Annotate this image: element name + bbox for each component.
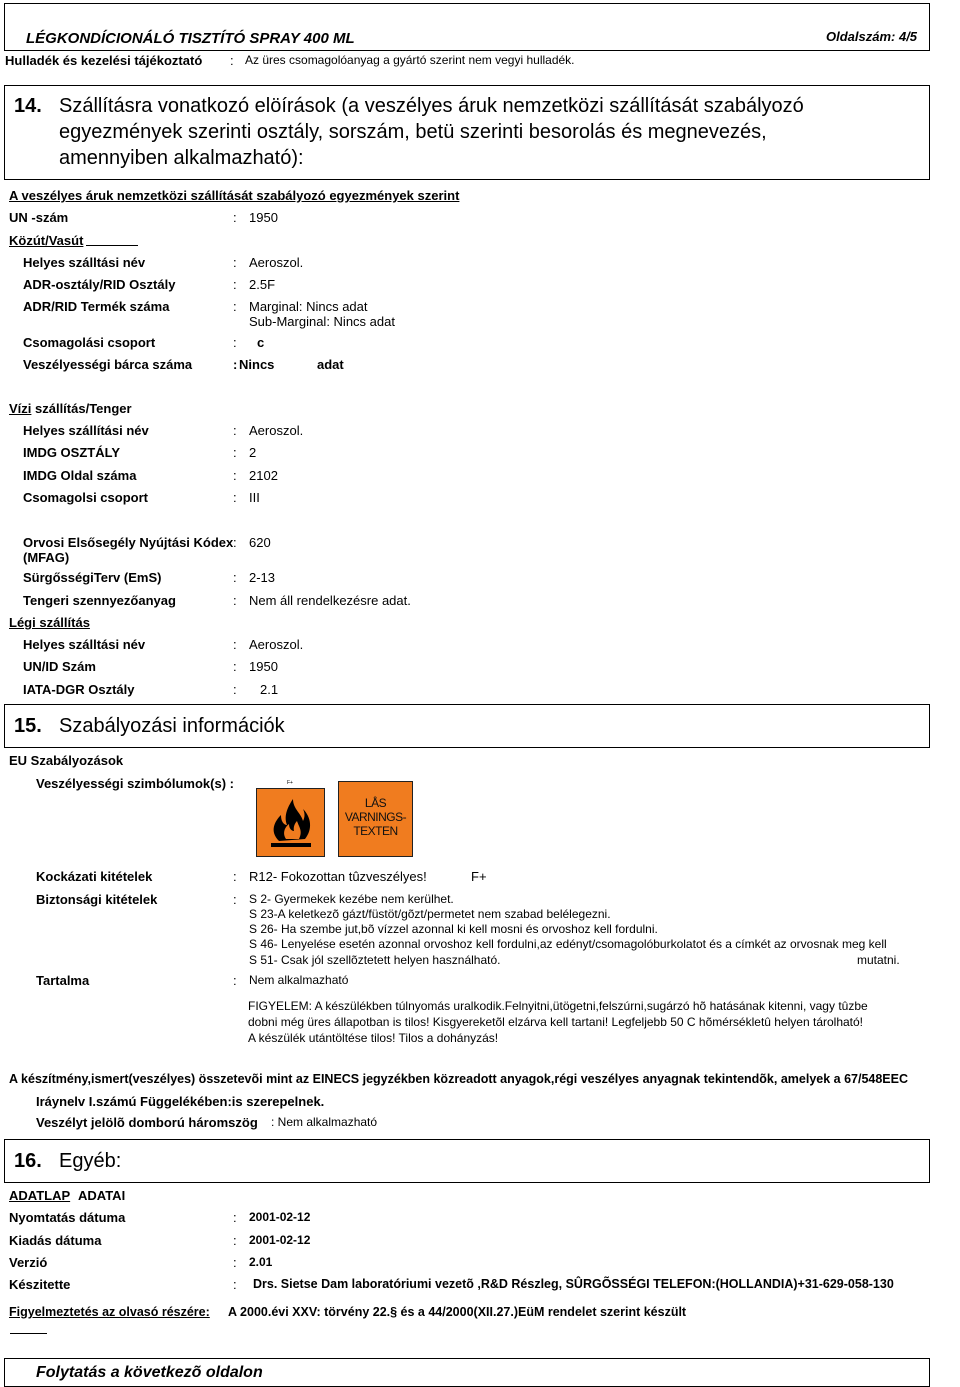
- sea-heading-2: szállítás/Tenger: [35, 401, 132, 416]
- road-rail-heading: Közút/Vasút: [9, 233, 84, 248]
- colon: :: [233, 210, 237, 225]
- section-15-title: Szabályozási információk: [59, 715, 285, 737]
- un-number-value: 1950: [249, 210, 278, 225]
- safety-line-5: S 51- Csak jól szellõztetett helyen használható.: [249, 953, 501, 967]
- section-14-title-line2: egyezmények szerinti osztály, sorszám, betü szerinti besorolás és megnevezés,: [59, 121, 767, 143]
- author-value: Drs. Sietse Dam laboratóriumi vezetõ ,R&D Részleg, SÛRGÕSSÉGI TELEFON:(HOLLANDIA)+31-629-058-130: [253, 1277, 894, 1291]
- sea-pack-value: III: [249, 490, 260, 505]
- colon: :: [233, 1210, 237, 1225]
- colon: :: [233, 423, 237, 438]
- adr-product-value-2: Sub-Marginal: Nincs adat: [249, 314, 395, 329]
- adr-product-label: ADR/RID Termék száma: [23, 299, 170, 314]
- print-date-value: 2001-02-12: [249, 1210, 311, 1224]
- colon: :: [233, 637, 237, 652]
- continue-note: Folytatás a következõ oldalon: [36, 1364, 263, 1381]
- sea-name-value: Aeroszol.: [249, 423, 304, 438]
- colon: :: [233, 973, 237, 988]
- safety-line-1: S 2- Gyermekek kezébe nem kerülhet.: [249, 892, 454, 906]
- colon: :: [233, 277, 237, 292]
- warning-box-line3: TEXTEN: [353, 824, 398, 838]
- safety-label: Biztonsági kitételek: [36, 892, 158, 907]
- waste-value: Az üres csomagolóanyag a gyártó szerint nem vegyi hulladék.: [245, 53, 575, 67]
- print-date-label: Nyomtatás dátuma: [9, 1210, 126, 1225]
- safety-line-2: S 23-A keletkezõ gázt/füstöt/gõzt/permetet nem szabad belélegezni.: [249, 907, 611, 921]
- mfag-label-1: Orvosi Elsősegély Nyújtási Kódex: [23, 535, 234, 550]
- triangle-label: Veszélyt jelölõ domború háromszög: [36, 1115, 258, 1130]
- colon: :: [233, 299, 237, 314]
- road-name-value: Aeroszol.: [249, 255, 304, 270]
- air-heading: Légi szállítás: [9, 615, 90, 630]
- issue-date-value: 2001-02-12: [249, 1233, 311, 1247]
- ems-label: SürgősségiTerv (EmS): [23, 570, 162, 585]
- iata-value: 2.1: [260, 682, 279, 697]
- colon: :: [233, 570, 237, 585]
- warning-box-line1: LÅS: [364, 796, 387, 810]
- safety-line-3: S 26- Ha szembe jut,bõ vízzel azonnal ki kell mosni és orvoshoz kell fordulni.: [249, 922, 658, 936]
- imdg-page-value: 2102: [249, 468, 278, 483]
- sea-name-label: Helyes szállítási név: [23, 423, 149, 438]
- colon: :: [233, 357, 238, 372]
- mfag-label-2: (MFAG): [23, 550, 70, 565]
- pollutant-label: Tengeri szennyezőanyag: [23, 593, 176, 608]
- warning-box-line2: VARNINGS-: [344, 810, 407, 824]
- page-number: Oldalszám: 4/5: [826, 29, 918, 44]
- risk-value: R12- Fokozottan tûzveszélyes!: [249, 869, 427, 884]
- adr-product-value-1: Marginal: Nincs adat: [249, 299, 368, 314]
- content-label: Tartalma: [36, 973, 90, 988]
- notice-part-2: A 2000.évi XXV: törvény 22.§ és a 44/2000(XII.27.)EüM rendelet szerint készült: [228, 1305, 687, 1319]
- colon: :: [233, 468, 237, 483]
- sea-pack-label: Csomagolsi csoport: [23, 490, 148, 505]
- einecs-line-2: Iráynelv I.számú Függelékében:is szerepelnek.: [36, 1094, 325, 1109]
- pollutant-value: Nem áll rendelkezésre adat.: [249, 593, 411, 608]
- warning-line-3: A készülék utántöltése tilos! Tilos a dohányzás!: [248, 1031, 499, 1045]
- colon: :: [233, 659, 237, 674]
- sea-heading-1: Vízi: [9, 401, 32, 416]
- einecs-line-1: A készítmény,ismert(veszélyes) összetevõi mint az EINECS jegyzékben közreadott anyagok,régi veszélyes anyagnak tekintendõk, amelyek a 67/548EEC: [9, 1072, 909, 1086]
- adr-class-value: 2.5F: [249, 277, 276, 292]
- hazard-label-value-2: adat: [317, 357, 344, 372]
- heading-underline: [86, 245, 138, 246]
- section-14-title-line1: Szállításra vonatkozó elöírások (a veszélyes áruk nemzetközi szállítását szabályozó: [59, 95, 804, 117]
- section-16-title: Egyéb:: [59, 1150, 122, 1172]
- colon: :: [233, 490, 237, 505]
- waste-label: Hulladék és kezelési tájékoztató: [5, 53, 203, 68]
- imdg-class-label: IMDG OSZTÁLY: [23, 445, 121, 460]
- author-label: Készitette: [9, 1277, 71, 1292]
- symbol-small-label: F+: [287, 780, 293, 786]
- imdg-class-value: 2: [249, 445, 257, 460]
- colon: :: [230, 53, 234, 68]
- colon: :: [233, 892, 237, 907]
- sheet-heading-2: ADATAI: [78, 1188, 126, 1203]
- safety-line-4: S 46- Lenyelése esetén azonnal orvoshoz kell fordulni,az edényt/csomagolóburkolatot és a címkét az orvosnak meg kell: [249, 937, 887, 951]
- sheet-heading-1: ADATLAP: [9, 1188, 71, 1203]
- document-title: LÉGKONDÍCIONÁLÓ TISZTÍTÓ SPRAY 400 ML: [26, 30, 355, 47]
- colon: :: [233, 869, 237, 884]
- ems-value: 2-13: [249, 570, 276, 585]
- notice-part-1: Figyelmeztetés az olvasó részére:: [9, 1305, 210, 1319]
- warning-label-box: [338, 781, 413, 857]
- colon: :: [233, 1277, 237, 1292]
- section-16-box: [4, 1139, 930, 1183]
- flame-icon-graphic: [257, 789, 324, 856]
- section-14-number: 14.: [14, 95, 42, 117]
- content-value: Nem alkalmazható: [249, 973, 349, 987]
- colon: :: [233, 1233, 237, 1248]
- transport-intro: A veszélyes áruk nemzetközi szállítását szabályozó egyezmények szerint: [9, 188, 460, 203]
- colon: :: [233, 593, 237, 608]
- iata-label: IATA-DGR Osztály: [23, 682, 135, 697]
- flame-icon: [256, 788, 325, 857]
- hazard-label-label: Veszélyességi bárca száma: [23, 357, 193, 372]
- adr-class-label: ADR-osztály/RID Osztály: [23, 277, 176, 292]
- section-15-number: 15.: [14, 715, 42, 737]
- hazard-label-value-1: Nincs: [239, 357, 275, 372]
- colon: :: [233, 535, 237, 550]
- warning-line-2: dobni még üres állapotban is tilos! Kisgyereketõl elzárva kell tartani! Legfeljebb 50 C hõmérsékletû helyen tárolható!: [248, 1015, 864, 1029]
- notice-underline: [10, 1333, 47, 1334]
- road-pack-label: Csomagolási csoport: [23, 335, 156, 350]
- version-value: 2.01: [249, 1255, 273, 1269]
- safety-line-tail: mutatni.: [857, 953, 900, 967]
- symbols-label: Veszélyességi szimbólumok(s) :: [36, 776, 234, 791]
- mfag-value: 620: [249, 535, 271, 550]
- colon: :: [233, 335, 237, 350]
- section-16-number: 16.: [14, 1150, 42, 1172]
- air-name-value: Aeroszol.: [249, 637, 304, 652]
- air-name-label: Helyes szálltási név: [23, 637, 146, 652]
- risk-code: F+: [471, 869, 487, 884]
- un-number-label: UN -szám: [9, 210, 69, 225]
- issue-date-label: Kiadás dátuma: [9, 1233, 102, 1248]
- risk-label: Kockázati kitételek: [36, 869, 153, 884]
- colon: :: [233, 1255, 237, 1270]
- imdg-page-label: IMDG Oldal száma: [23, 468, 137, 483]
- road-pack-value: c: [257, 335, 265, 350]
- colon: :: [233, 445, 237, 460]
- warning-line-1: FIGYELEM: A készülékben túlnyomás uralkodik.Felnyitni,ütögetni,felszúrni,sugárzó hõ hatásának kitenni, vagy tûzbe: [248, 999, 868, 1013]
- colon: :: [233, 682, 237, 697]
- triangle-value: : Nem alkalmazható: [271, 1115, 378, 1129]
- road-name-label: Helyes szálltási név: [23, 255, 146, 270]
- colon: :: [233, 255, 237, 270]
- unid-value: 1950: [249, 659, 278, 674]
- unid-label: UN/ID Szám: [23, 659, 96, 674]
- version-label: Verzió: [9, 1255, 48, 1270]
- eu-heading: EU Szabályozások: [9, 753, 124, 768]
- section-14-title-line3: amennyiben alkalmazható):: [59, 147, 304, 169]
